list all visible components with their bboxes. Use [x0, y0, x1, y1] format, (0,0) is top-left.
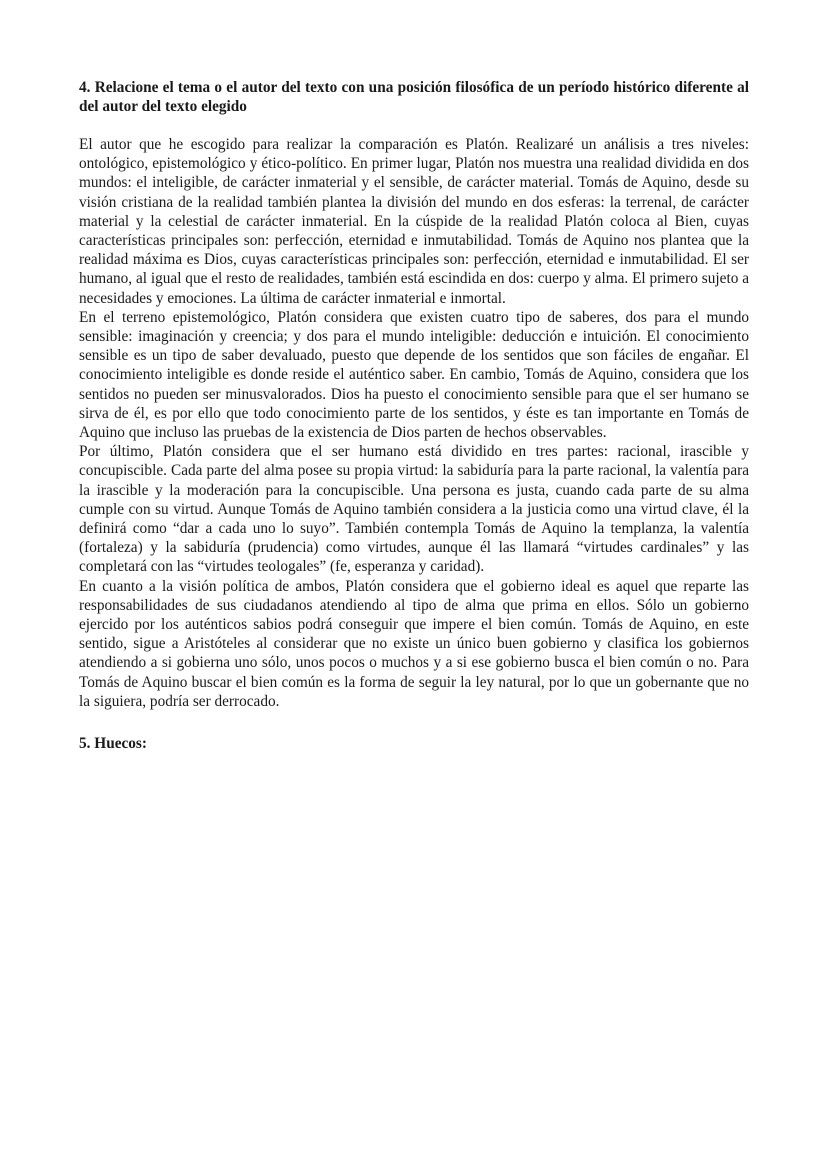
answer-paragraph-political: En cuanto a la visión política de ambos, Platón considera que el gobierno ideal es aquel que reparte las responsabilidades de sus ciudadanos atendiendo al tipo de alma que prima en ellos. Sólo un gobierno ejercido por los auténticos sabios podrá conseguir que impere el bien común. Tomás de Aquino, en este sentido, sigue a Aristóteles al considerar que no existe un único buen gobierno y clasifica los gobiernos atendiendo a si gobierna uno sólo, unos pocos o muchos y a si ese gobierno busca el bien común o no. Para Tomás de Aquino buscar el bien común es la forma de seguir la ley natural, por lo que un gobernante que no la siguiera, podría ser derrocado.	[79, 577, 749, 710]
question-5-heading: 5. Huecos:	[79, 735, 147, 753]
answer-paragraph-ontological: El autor que he escogido para realizar la comparación es Platón. Realizaré un análisis a tres niveles: ontológico, epistemológico y ético-político. En primer lugar, Platón nos muestra una realidad dividida en dos mundos: el inteligible, de carácter inmaterial y el sensible, de carácter material. Tomás de Aquino, desde su visión cristiana de la realidad también plantea la división del mundo en dos esferas: la terrenal, de carácter material y la celestial de carácter inmaterial. En la cúspide de la realidad Platón coloca al Bien, cuyas características principales son: perfección, eternidad e inmutabilidad. Tomás de Aquino nos plantea que la realidad máxima es Dios, cuyas características principales son: perfección, eternidad e inmutabilidad. El ser humano, al igual que el resto de realidades, también está escindida en dos: cuerpo y alma. El primero sujeto a necesidades y emociones. La última de carácter inmaterial e inmortal.	[79, 136, 749, 307]
answer-paragraph-ethical: Por último, Platón considera que el ser humano está dividido en tres partes: racional, irascible y concupiscible. Cada parte del alma posee su propia virtud: la sabiduría para la parte racional, la valentía para la irascible y la moderación para la concupiscible. Una persona es justa, cuando cada parte de su alma cumple con su virtud. Aunque Tomás de Aquino también considera a la justicia como una virtud clave, él la definirá como “dar a cada uno lo suyo”. También contempla Tomás de Aquino la templanza, la valentía (fortaleza) y la sabiduría (prudencia) como virtudes, aunque él las llamará “virtudes cardinales” y las completará con las “virtudes teologales” (fe, esperanza y caridad).	[79, 443, 749, 576]
document-page	[79, 78, 749, 753]
answer-paragraph-epistemological: En el terreno epistemológico, Platón considera que existen cuatro tipo de saberes, dos para el mundo sensible: imaginación y creencia; y dos para el mundo inteligible: deducción e intuición. El conocimiento sensible es un tipo de saber devaluado, puesto que depende de los sentidos que son fáciles de engañar. El conocimiento inteligible es donde reside el auténtico saber. En cambio, Tomás de Aquino, considera que los sentidos no pueden ser minusvalorados. Dios ha puesto el conocimiento sensible para que el ser humano se sirva de él, es por ello que todo conocimiento parte de los sentidos, y éste es tan importante en Tomás de Aquino que incluso las pruebas de la existencia de Dios parten de hechos observables.	[79, 308, 749, 442]
question-4-answer	[79, 135, 749, 711]
question-4-heading: 4. Relacione el tema o el autor del texto con una posición filosófica de un período histórico diferente al del autor del texto elegido	[79, 79, 749, 115]
